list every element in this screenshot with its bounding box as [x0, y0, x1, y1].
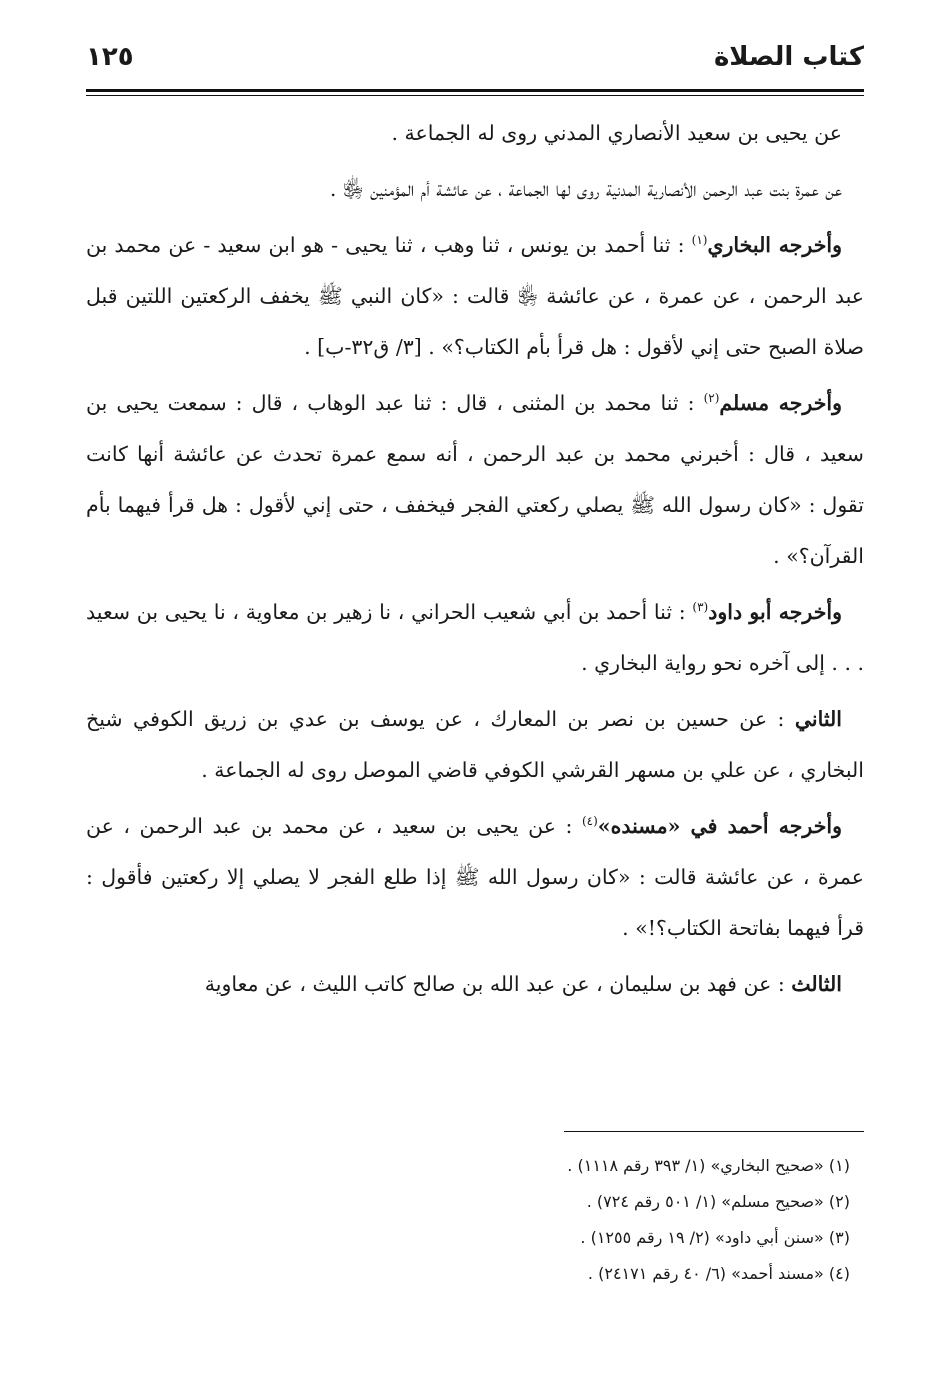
paragraph-lead: الثالث	[791, 972, 842, 996]
paragraph-text: : عن فهد بن سليمان ، عن عبد الله بن صالح كاتب الليث ، عن معاوية	[204, 972, 792, 996]
paragraph-text: عن عمرة بنت عبد الرحمن الأنصارية المدنية روى لها الجماعة ، عن عائشة أم المؤمنين ﵂ .	[329, 177, 842, 201]
footnote-ref: (٤)	[581, 814, 598, 829]
paragraph	[86, 378, 864, 582]
paragraph	[86, 164, 864, 215]
paragraph	[86, 801, 864, 954]
paragraph-lead: وأخرجه مسلم	[719, 391, 842, 415]
footnotes	[86, 1148, 864, 1292]
paragraph-lead: وأخرجه أحمد في «مسنده»	[597, 814, 842, 838]
footnote: (٣) «سنن أبي داود» (٢/ ١٩ رقم ١٢٥٥) .	[580, 1228, 850, 1247]
paragraph-text: : ثنا محمد بن المثنى ، قال : ثنا عبد الوهاب ، قال : سمعت يحيى بن سعيد ، قال : أخبرني محمد بن عبد الرحمن ، أنه سمع عمرة تحدث عن عائشة أنها كانت تقول : «كان رسول الله ﷺ يصلي ركعتي الفجر فيخفف ، حتى إني لأقول : هل قرأ فيهما بأم القرآن؟» .	[86, 391, 864, 568]
paragraph-lead: وأخرجه البخاري	[707, 233, 842, 257]
paragraph	[86, 220, 864, 373]
page-number: ١٢٥	[86, 42, 134, 72]
header-rule-thin	[86, 95, 864, 96]
paragraph-text: عن يحيى بن سعيد الأنصاري المدني روى له الجماعة .	[391, 121, 842, 145]
main-text	[86, 108, 864, 1015]
footnote-ref: (١)	[691, 233, 708, 248]
paragraph-lead: الثاني	[794, 707, 842, 731]
footnote: (١) «صحيح البخاري» (١/ ٣٩٣ رقم ١١١٨) .	[567, 1156, 850, 1175]
paragraph-text: : ثنا أحمد بن أبي شعيب الحراني ، نا زهير بن معاوية ، نا يحيى بن سعيد . . . إلى آخره نحو رواية البخاري .	[86, 600, 864, 675]
page-header	[86, 38, 864, 90]
footnote: (٢) «صحيح مسلم» (١/ ٥٠١ رقم ٧٢٤) .	[586, 1192, 850, 1211]
footnote-ref: (٢)	[703, 391, 720, 406]
footnote: (٤) «مسند أحمد» (٦/ ٤٠ رقم ٢٤١٧١) .	[587, 1264, 850, 1283]
paragraph-lead: وأخرجه أبو داود	[708, 600, 842, 624]
footnote-ref: (٣)	[692, 600, 709, 615]
paragraph	[86, 108, 864, 159]
header-rule-thick	[86, 89, 864, 92]
footnote-separator	[564, 1131, 864, 1132]
chapter-title: كتاب الصلاة	[713, 42, 864, 72]
paragraph-text: : عن حسين بن نصر بن المعارك ، عن يوسف بن عدي بن زريق الكوفي شيخ البخاري ، عن علي بن مسهر القرشي الكوفي قاضي الموصل روى له الجماعة .	[86, 707, 864, 782]
paragraph	[86, 694, 864, 796]
paragraph	[86, 587, 864, 689]
paragraph-text: : ثنا أحمد بن يونس ، ثنا وهب ، ثنا يحيى - هو ابن سعيد - عن محمد بن عبد الرحمن ، عن عمرة ، عن عائشة ﵂ قالت : «كان النبي ﷺ يخفف الركعتين اللتين قبل صلاة الصبح حتى إني لأقول : هل قرأ بأم الكتاب؟» . [٣/ ق٣٢-ب] .	[86, 233, 864, 359]
paragraph	[86, 959, 864, 1010]
paragraph-text: : عن يحيى بن سعيد ، عن محمد بن عبد الرحمن ، عن عمرة ، عن عائشة قالت : «كان رسول الله ﷺ إذا طلع الفجر لا يصلي إلا ركعتين فأقول : قرأ فيهما بفاتحة الكتاب؟!» .	[86, 814, 864, 940]
